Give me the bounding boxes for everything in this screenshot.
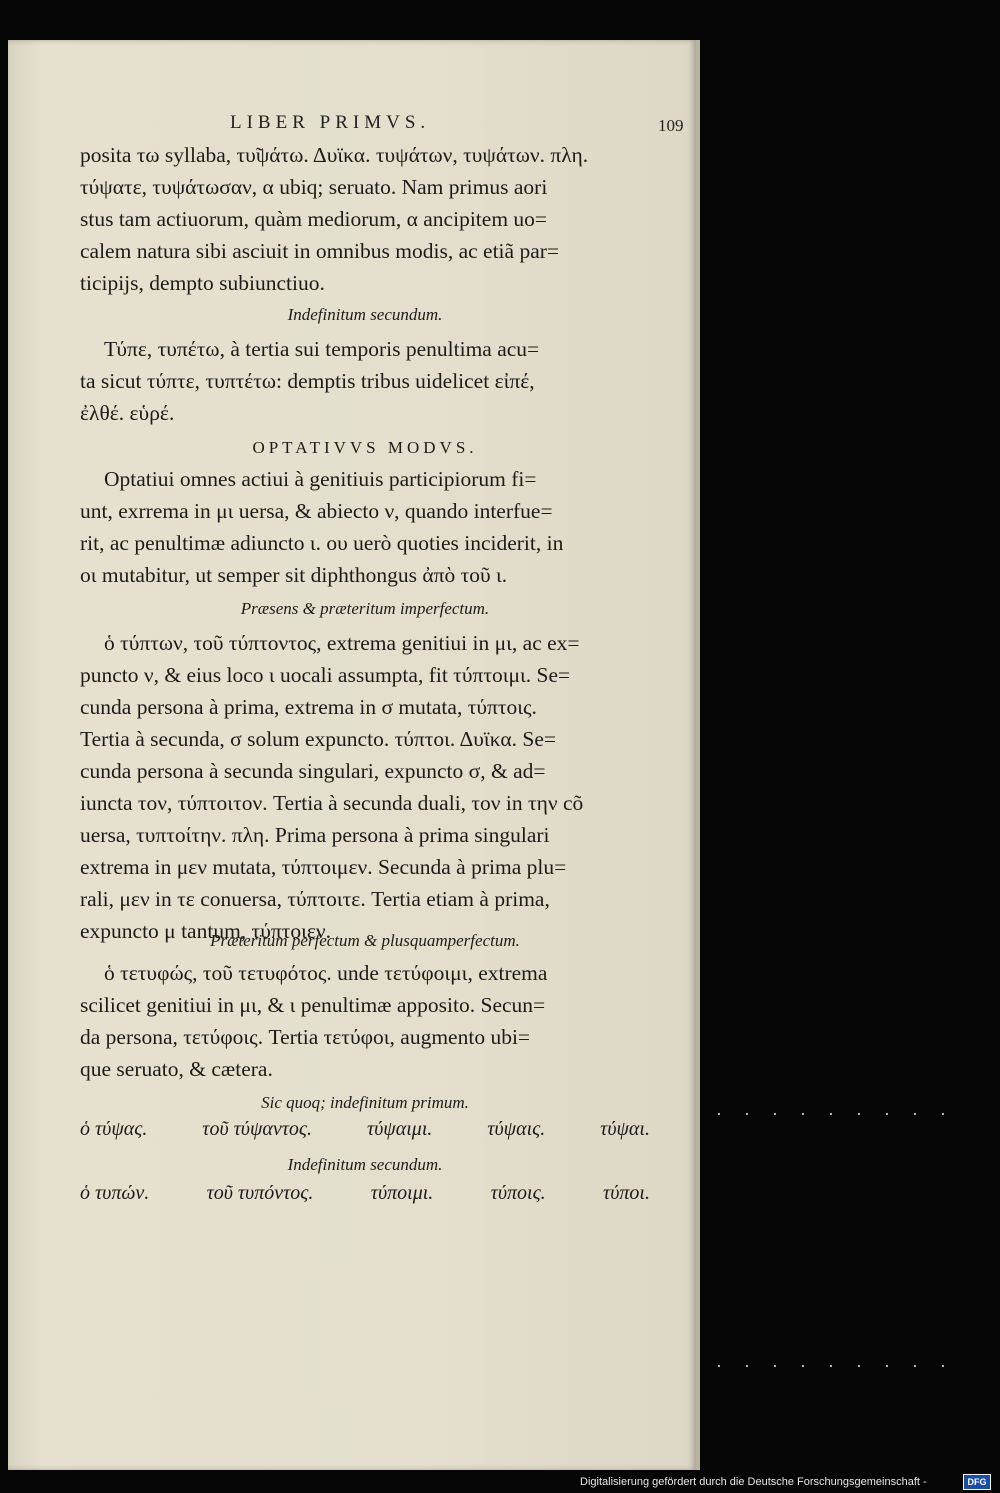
- text-line: ta sicut τύπτε, τυπτέτω: demptis tribus uidelicet εἰπέ,: [80, 369, 535, 393]
- section-heading: Sic quoq; indefinitum primum.: [261, 1093, 469, 1112]
- section-heading: Indefinitum secundum.: [287, 305, 443, 324]
- text-line: puncto ν, & eius loco ι uocali assumpta, fit τύπτοιμι. Se=: [80, 663, 571, 687]
- text-line: rit, ac penultimæ adiuncto ι. ου uerò quoties inciderit, in: [80, 531, 564, 555]
- text-line: Τύπε, τυπέτω, à tertia sui temporis penultima acu=: [104, 337, 540, 361]
- text-line: unt, exrrema in μι uersa, & abiecto ν, quando interfue=: [80, 499, 553, 523]
- text-line: ticipijs, dempto subiunctiuo.: [80, 271, 325, 295]
- section-heading: OPTATIVVS MODVS.: [252, 438, 478, 457]
- text-line: rali, μεν in τε conuersa, τύπτοιτε. Tertia etiam à prima,: [80, 887, 550, 911]
- paradigm-row: [80, 1118, 650, 1148]
- paradigm-cell: ὁ τυπών.: [80, 1182, 150, 1204]
- text-line: Optatiui omnes actiui à genitiuis participiorum fi=: [104, 467, 537, 491]
- paradigm-row: [80, 1182, 650, 1212]
- text-line: extrema in μεν mutata, τύπτοιμεν. Secunda à prima plu=: [80, 855, 567, 879]
- running-header: LIBER PRIMVS.: [230, 112, 431, 133]
- text-line: que seruato, & cætera.: [80, 1057, 273, 1081]
- paradigm-cell: τύποι.: [603, 1182, 650, 1204]
- text-line: stus tam actiuorum, quàm mediorum, α ancipitem uo=: [80, 207, 548, 231]
- text-line: scilicet genitiui in μι, & ι penultimæ apposito. Secun=: [80, 993, 546, 1017]
- text-line: calem natura sibi asciuit in omnibus modis, ac etiã par=: [80, 239, 560, 263]
- text-line: cunda persona à secunda singulari, expuncto σ, & ad=: [80, 759, 546, 783]
- page-edge: [696, 40, 700, 1470]
- paradigm-cell: τύποιμι.: [370, 1182, 434, 1204]
- text-line: da persona, τετύφοις. Tertia τετύφοι, augmento ubi=: [80, 1025, 531, 1049]
- text-line: ἐλθέ. εὑρέ.: [80, 401, 175, 425]
- digitization-credit: Digitalisierung gefördert durch die Deutsche Forschungsgemeinschaft -: [580, 1476, 927, 1488]
- paradigm-cell: τύψαιμι.: [366, 1118, 433, 1140]
- dfg-logo: DFG: [963, 1474, 991, 1490]
- text-line: uersa, τυπτοίτην. πλη. Prima persona à prima singulari: [80, 823, 550, 847]
- text-line: iuncta τον, τύπτοιτον. Tertia à secunda duali, τον in την cõ: [80, 791, 584, 815]
- paradigm-cell: τύψαις.: [487, 1118, 546, 1140]
- scan-artifact-dots: [705, 1113, 965, 1115]
- paradigm-cell: τοῦ τυπόντος.: [206, 1182, 314, 1204]
- page-number: 109: [658, 116, 684, 135]
- paradigm-cell: τύποις.: [490, 1182, 546, 1204]
- text-line: posita τω syllaba, τυ̃ψάτω. Δυϊκα. τυψάτων, τυψάτων. πλη.: [80, 143, 589, 167]
- text-line: expuncto μ tantum, τύπτοιεν.: [80, 919, 331, 943]
- section-heading: Præsens & præteritum imperfectum.: [240, 599, 490, 618]
- section-heading: Indefinitum secundum.: [287, 1155, 443, 1174]
- section-heading: Præteritum perfectum & plusquamperfectum.: [210, 931, 520, 950]
- paradigm-cell: ὁ τύψας.: [80, 1118, 148, 1140]
- text-line: Tertia à secunda, σ solum expuncto. τύπτοι. Δυϊκα. Se=: [80, 727, 556, 751]
- scan-artifact-dots: [705, 1365, 965, 1367]
- text-line: τύψατε, τυψάτωσαν, α ubiq; seruato. Nam primus aori: [80, 175, 548, 199]
- text-line: οι mutabitur, ut semper sit diphthongus ἀπὸ τοῦ ι.: [80, 563, 508, 587]
- paradigm-cell: τύψαι.: [600, 1118, 650, 1140]
- text-line: ὁ τετυφώς, τοῦ τετυφότος. unde τετύφοιμι, extrema: [104, 961, 548, 985]
- paradigm-cell: τοῦ τύψαντος.: [202, 1118, 313, 1140]
- text-line: ὁ τύπτων, τοῦ τύπτοντος, extrema genitiui in μι, ac ex=: [104, 631, 580, 655]
- text-line: cunda persona à prima, extrema in σ mutata, τύπτοις.: [80, 695, 537, 719]
